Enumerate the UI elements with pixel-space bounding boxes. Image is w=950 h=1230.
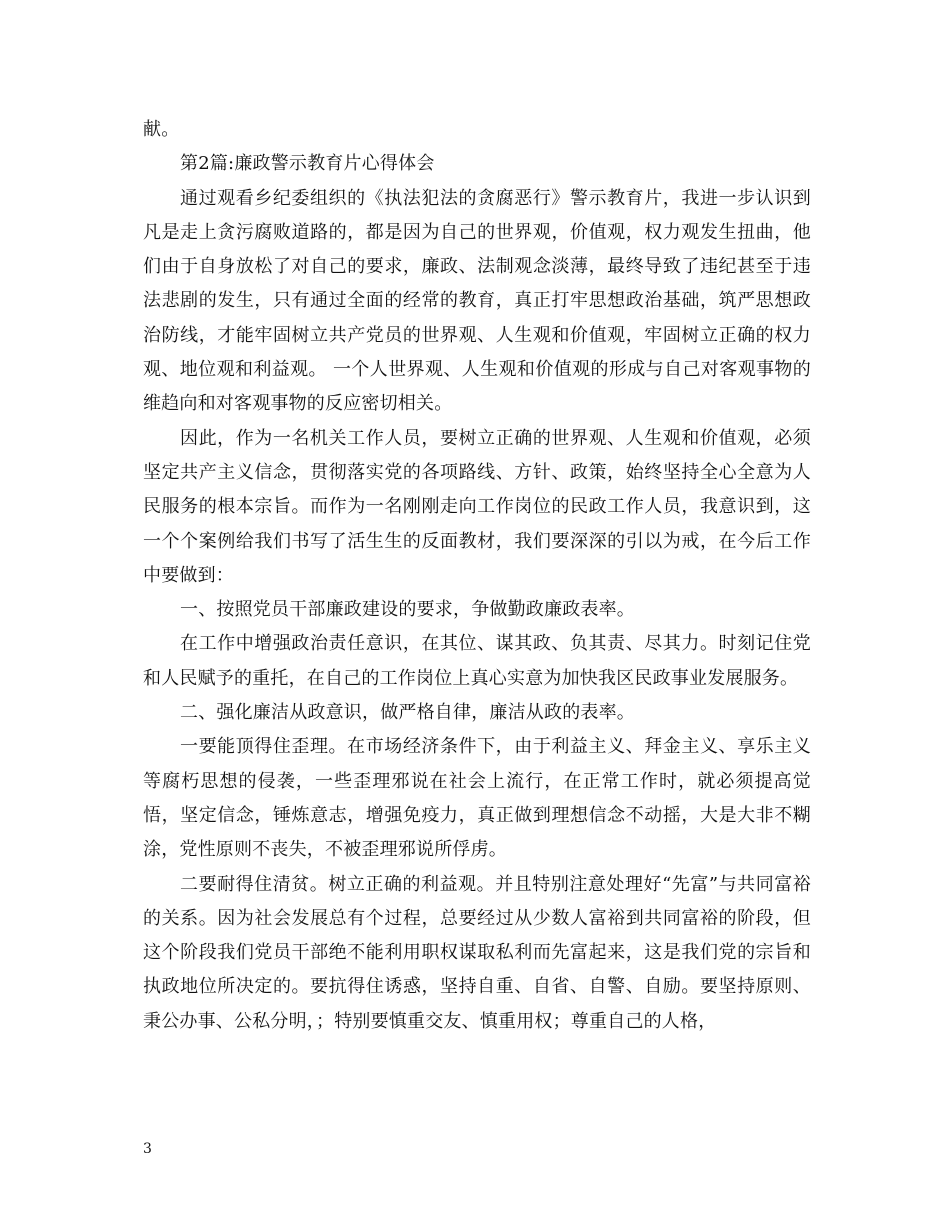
paragraph-1: 献。: [143, 119, 180, 140]
point-two-heading: 二、强化廉洁从政意识，做严格自律，廉洁从政的表率。: [180, 702, 635, 724]
paragraph-4: 因此，作为一名机关工作人员，要树立正确的世界观、人生观和价值观，必须坚定共产主义信念，贯彻落实党的各项路线、方针、政策，始终坚持全心全意为人民服务的根本宗旨。而作为一名刚刚走向工作岗位的民政工作人员，我意识到，这一个个案例给我们书写了活生生的反面教材，我们要深深的引以为戒，在今后工作中要做到：: [143, 427, 811, 586]
paragraph-6: 在工作中增强政治责任意识，在其位、谋其政、负其责、尽其力。时刻记住党和人民赋予的重托，在自己的工作岗位上真心实意为加快我区民政事业发展服务。: [143, 633, 811, 689]
paragraph-9: 二要耐得住清贫。树立正确的利益观。并且特别注意处理好“先富”与共同富裕的关系。因为社会发展总有个过程，总要经过从少数人富裕到共同富裕的阶段，但这个阶段我们党员干部绝不能利用职权谋取私利而先富起来，这是我们党的宗旨和执政地位所决定的。要抗得住诱惑，坚持自重、自省、自警、自励。要坚持原则、秉公办事、公私分明，；特别要慎重交友、慎重用权；尊重自己的人格，: [143, 873, 811, 1032]
point-one-heading: 一、按照党员干部廉政建设的要求，争做勤政廉政表率。: [180, 599, 635, 621]
paragraph-8: 一要能顶得住歪理。在市场经济条件下，由于利益主义、拜金主义、享乐主义等腐朽思想的侵袭，一些歪理邪说在社会上流行，在正常工作时，就必须提高觉悟，坚定信念，锤炼意志，增强免疫力，真正做到理想信念不动摇，大是大非不糊涂，党性原则不丧失，不被歪理邪说所俘虏。: [143, 736, 811, 861]
document-body: [143, 113, 811, 1039]
paragraph-3: 通过观看乡纪委组织的《执法犯法的贪腐恶行》警示教育片，我进一步认识到凡是走上贪污腐败道路的，都是因为自己的世界观，价值观，权力观发生扭曲，他们由于自身放松了对自己的要求，廉政、法制观念淡薄，最终导致了违纪甚至于违法悲剧的发生，只有通过全面的经常的教育，真正打牢思想政治基础，筑严思想政治防线，才能牢固树立共产党员的世界观、人生观和价值观，牢固树立正确的权力观、地位观和利益观。 一个人世界观、人生观和价值观的形成与自己对客观事物的维趋向和对客观事物的反应密切相关。: [143, 187, 811, 415]
section-heading: 第2篇:廉政警示教育片心得体会: [180, 153, 435, 175]
page-number: 3: [143, 1141, 152, 1157]
